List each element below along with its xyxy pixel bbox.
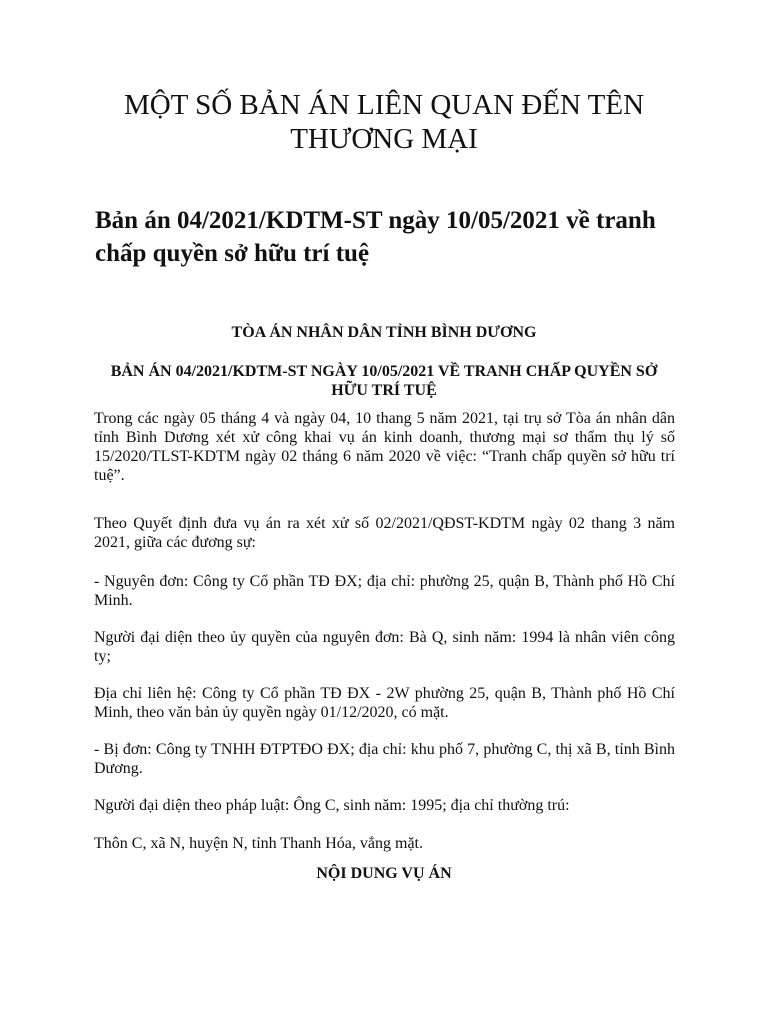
paragraph-plaintiff-representative: Người đại diện theo ủy quyền của nguyên đơn: Bà Q, sinh năm: 1994 là nhân viên công ty; [94, 629, 675, 665]
paragraph-legal-representative: Người đại diện theo pháp luật: Ông C, sinh năm: 1995; địa chỉ thường trú: [94, 797, 570, 814]
paragraph-contact-address: Địa chỉ liên hệ: Công ty Cổ phần TĐ ĐX - 2W phường 25, quận B, Thành phố Hồ Chí Minh, theo văn bản ủy quyền ngày 01/12/2020, có mặt. [94, 685, 675, 721]
court-name: TÒA ÁN NHÂN DÂN TỈNH BÌNH DƯƠNG [231, 324, 537, 341]
paragraph-defendant: - Bị đơn: Công ty TNHH ĐTPTĐO ĐX; địa chỉ: khu phố 7, phường C, thị xã B, tỉnh Bình Dương. [94, 741, 675, 777]
section-heading: NỘI DUNG VỤ ÁN [316, 865, 452, 882]
paragraph-residence: Thôn C, xã N, huyện N, tỉnh Thanh Hóa, vắng mặt. [94, 835, 423, 852]
paragraph-plaintiff: - Nguyên đơn: Công ty Cổ phần TĐ ĐX; địa chỉ: phường 25, quận B, Thành phố Hồ Chí Minh. [94, 573, 675, 609]
paragraph-hearing-dates: Trong các ngày 05 tháng 4 và ngày 04, 10 thang 5 năm 2021, tại trụ sở Tòa án nhân dân tỉnh Bình Dương xét xử công khai vụ án kinh doanh, thương mại sơ thẩm thụ lý số 15/2020/TLST-KDTM ngày 02 tháng 6 năm 2020 về việc: “Tranh chấp quyền sở hữu trí tuệ”. [94, 410, 675, 484]
document-title: MỘT SỐ BẢN ÁN LIÊN QUAN ĐẾN TÊN THƯƠNG MẠI [123, 89, 645, 155]
case-heading: Bản án 04/2021/KDTM-ST ngày 10/05/2021 về tranh chấp quyền sở hữu trí tuệ [95, 207, 656, 267]
judgment-title: BẢN ÁN 04/2021/KDTM-ST NGÀY 10/05/2021 VỀ TRANH CHẤP QUYỀN SỞ HỮU TRÍ TUỆ [110, 363, 658, 399]
paragraph-trial-decision: Theo Quyết định đưa vụ án ra xét xử số 02/2021/QĐST-KDTM ngày 02 thang 3 năm 2021, giữa các đương sự: [94, 515, 675, 551]
